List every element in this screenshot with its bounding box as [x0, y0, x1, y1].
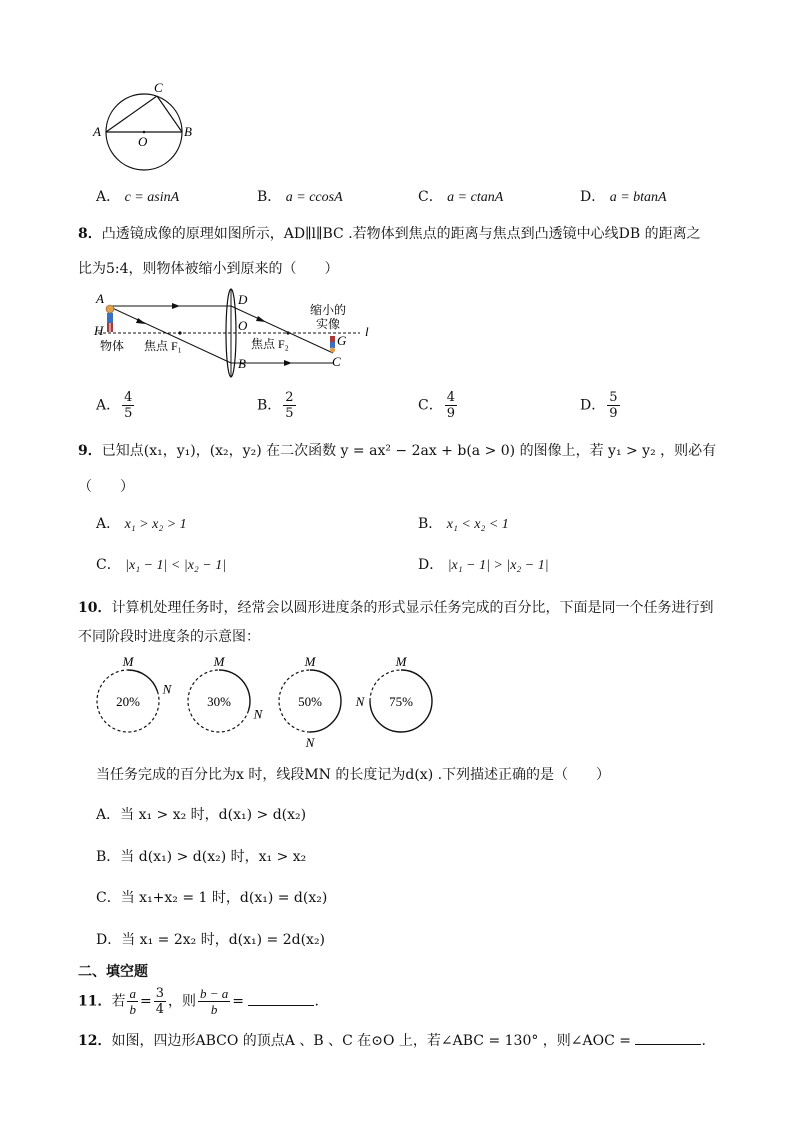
lens-figure [88, 288, 388, 380]
q11-frac1-num: a [129, 986, 136, 1001]
progress-label-n: N [253, 706, 263, 722]
label-l: l [365, 324, 369, 339]
q10-stem [96, 764, 610, 784]
ray-ad-arrow [172, 303, 180, 309]
q9-line2 [78, 476, 134, 496]
label-d: D [238, 292, 248, 307]
label-object: 物体 [100, 339, 125, 353]
q12-line [78, 1030, 706, 1050]
q7-option-d-expr: a = btanA [609, 190, 667, 205]
label-b-lens: B [238, 356, 246, 371]
q9-option-b-expr: x₁ < x₂ < 1 [446, 517, 509, 532]
q8-option-c-num: 4 [446, 390, 455, 405]
q8-option-d-den: 9 [609, 406, 618, 421]
q8-option-b-frac [283, 390, 295, 421]
q7-option-a-label: A． [96, 189, 121, 205]
q7-option-b-expr: a = ccosA [285, 190, 343, 205]
progress-percent-label: 20% [116, 694, 140, 709]
q10-stem-text: 当任务完成的百分比为x 时，线段MN 的长度记为d(x) .下列描述正确的是（ ） [96, 767, 611, 783]
circle-figure [88, 80, 208, 175]
q10-option-d-expr: 当 x₁ = 2x₂ 时，d(x₁) = 2d(x₂) [121, 932, 326, 948]
progress-circle-4 [355, 654, 432, 732]
label-a-lens: A [96, 291, 104, 306]
label-image-1: 缩小的 [310, 303, 347, 317]
q7-option-c-expr: a = ctanA [447, 190, 504, 205]
q8-option-b-label: B． [257, 397, 282, 414]
real-image-icon [330, 336, 335, 353]
q10-text-1: 计算机处理任务时，经常会以圆形进度条的形式显示任务完成的百分比，下面是同一个任务进行到 [111, 600, 714, 616]
q11-frac2-num: 3 [155, 986, 164, 1001]
progress-label-m: M [213, 654, 225, 669]
progress-label-m: M [395, 654, 407, 669]
q11-prefix: 若 [111, 993, 126, 1010]
q11-answer-blank[interactable] [248, 993, 314, 1006]
q8-option-d[interactable] [580, 390, 622, 421]
label-a: A [93, 124, 101, 139]
q9-option-a-label: A． [96, 516, 121, 532]
q8-option-b[interactable] [257, 390, 298, 421]
q7-option-d[interactable] [580, 186, 667, 206]
progress-circle-2 [188, 654, 264, 732]
q10-option-b[interactable] [96, 846, 306, 866]
ray-af1 [108, 306, 231, 363]
q9-option-a-expr: x₁ > x₂ > 1 [124, 517, 187, 532]
q9-option-c-expr: |x₁ − 1| < |x₂ − 1| [125, 558, 227, 573]
q8-option-a-num: 4 [124, 390, 133, 405]
label-o: O [138, 134, 148, 149]
q7-option-c[interactable] [418, 186, 503, 206]
q11-frac2-den: 4 [155, 1002, 164, 1017]
q9-text-2: （ ） [78, 479, 134, 495]
q7-option-a-expr: c = asinA [124, 190, 180, 205]
center-dot [143, 131, 146, 134]
q11-line [78, 986, 319, 1017]
label-focus-f2: 焦点 F₂ [251, 337, 289, 351]
label-c: C [154, 80, 163, 95]
q8-text-1: 凸透镜成像的原理如图所示，AD∥l∥BC .若物体到焦点的距离与焦点到凸透镜中心线DB 的距离之 [101, 226, 701, 242]
q9-number: 9． [78, 443, 102, 459]
progress-label-n: N [355, 694, 365, 709]
q9-option-d[interactable] [418, 554, 549, 574]
q10-option-c-expr: 当 x₁+x₂ = 1 时，d(x₁) = d(x₂) [120, 890, 328, 906]
label-b: B [184, 124, 192, 139]
q10-option-b-expr: 当 d(x₁) > d(x₂) 时，x₁ > x₂ [120, 849, 307, 865]
q8-option-d-frac [607, 390, 619, 421]
q11-number: 11． [78, 993, 112, 1010]
progress-arc-solid [128, 670, 157, 691]
q8-option-d-label: D． [580, 397, 606, 414]
label-o-lens: O [238, 318, 248, 333]
q7-option-c-label: C． [418, 189, 443, 205]
q9-option-b[interactable] [418, 513, 509, 533]
progress-percent-label: 30% [207, 694, 231, 709]
progress-label-m: M [122, 654, 134, 669]
q9-option-c[interactable] [96, 554, 226, 574]
q10-line2 [78, 626, 260, 646]
q8-line2 [78, 258, 339, 278]
q11-frac3-den: b [210, 1002, 218, 1017]
q9-option-d-label: D． [418, 557, 444, 573]
progress-circle-1 [97, 654, 173, 732]
q7-option-b[interactable] [257, 186, 343, 206]
q7-option-a[interactable] [96, 186, 179, 206]
q10-option-a[interactable] [96, 804, 306, 824]
q8-option-c-frac [445, 390, 457, 421]
q8-option-a-den: 5 [124, 406, 133, 421]
q7-option-d-label: D． [580, 189, 606, 205]
q11-frac-a-b [127, 986, 138, 1017]
progress-circle-3 [279, 654, 341, 750]
q11-frac-target [198, 986, 230, 1017]
progress-percent-label: 50% [298, 694, 322, 709]
progress-label-n: N [162, 681, 172, 697]
q8-line1 [78, 223, 701, 243]
q8-text-2: 比为5:4，则物体被缩小到原来的（ ） [78, 261, 339, 277]
q12-answer-blank[interactable] [635, 1032, 701, 1045]
segment-ac [106, 96, 157, 132]
progress-circles-figure [88, 650, 448, 750]
object-person-icon [106, 305, 114, 332]
q10-option-b-label: B． [96, 849, 121, 865]
q9-text-1: 已知点(x₁，y₁)，(x₂，y₂) 在二次函数 y = ax² − 2ax + b(a > 0) 的图像上，若 y₁ > y₂ ，则必有 [101, 443, 717, 459]
q9-option-b-label: B． [418, 516, 443, 532]
q10-option-d-label: D． [96, 932, 122, 948]
progress-label-n: N [305, 735, 315, 750]
label-image-2: 实像 [316, 317, 341, 331]
q8-option-a-frac [122, 390, 134, 421]
q12-end: . [701, 1033, 706, 1049]
ray-bc-arrow [284, 360, 292, 366]
q11-eq: = [139, 993, 152, 1010]
q8-option-b-den: 5 [285, 406, 294, 421]
q11-tail: = [232, 993, 245, 1010]
progress-label-m: M [304, 654, 316, 669]
q12-text: 如图，四边形ABCO 的顶点A 、B 、C 在⊙O 上，若∠ABC = 130° ，则∠AOC = [111, 1033, 632, 1049]
focus-f2-dot [286, 331, 289, 334]
q9-option-d-expr: |x₁ − 1| > |x₂ − 1| [447, 558, 549, 573]
label-c-lens: C [332, 354, 341, 369]
progress-percent-label: 75% [389, 694, 413, 709]
q11-frac-3-4 [154, 986, 166, 1017]
ray-dc-arrow [256, 316, 266, 322]
q9-option-a[interactable] [96, 513, 187, 533]
q11-frac3-num: b − a [200, 986, 229, 1001]
q8-option-c[interactable] [418, 390, 459, 421]
q10-text-2: 不同阶段时进度条的示意图： [78, 629, 260, 645]
q12-number: 12． [78, 1033, 112, 1049]
q10-line1 [78, 597, 713, 617]
q8-option-d-num: 5 [609, 390, 618, 405]
ray-af1-arrow [136, 318, 146, 324]
q11-frac1-den: b [129, 1002, 136, 1017]
q8-option-b-num: 2 [285, 390, 294, 405]
q8-option-a[interactable] [96, 390, 136, 421]
label-focus-f1: 焦点 F₁ [144, 339, 182, 353]
q7-option-b-label: B． [257, 189, 282, 205]
section-2-title: 二、填空题 [78, 964, 148, 980]
q11-mid: ，则 [168, 993, 196, 1010]
q10-option-a-expr: 当 x₁ > x₂ 时，d(x₁) > d(x₂) [120, 807, 307, 823]
q10-option-a-label: A． [96, 807, 121, 823]
q8-number: 8． [78, 226, 102, 242]
q8-option-c-label: C． [418, 397, 443, 414]
q11-end: . [314, 993, 319, 1010]
label-h: H [94, 323, 104, 338]
q10-option-c[interactable] [96, 887, 327, 907]
q9-line1 [78, 440, 716, 460]
q8-option-a-label: A． [96, 397, 121, 414]
q10-option-d[interactable] [96, 929, 325, 949]
segment-cb [157, 96, 182, 132]
q10-option-c-label: C． [96, 890, 121, 906]
q8-option-c-den: 9 [446, 406, 455, 421]
q10-number: 10． [78, 600, 112, 616]
label-g: G [337, 333, 347, 348]
q9-option-c-label: C． [96, 557, 121, 573]
focus-f1-dot [178, 331, 181, 334]
